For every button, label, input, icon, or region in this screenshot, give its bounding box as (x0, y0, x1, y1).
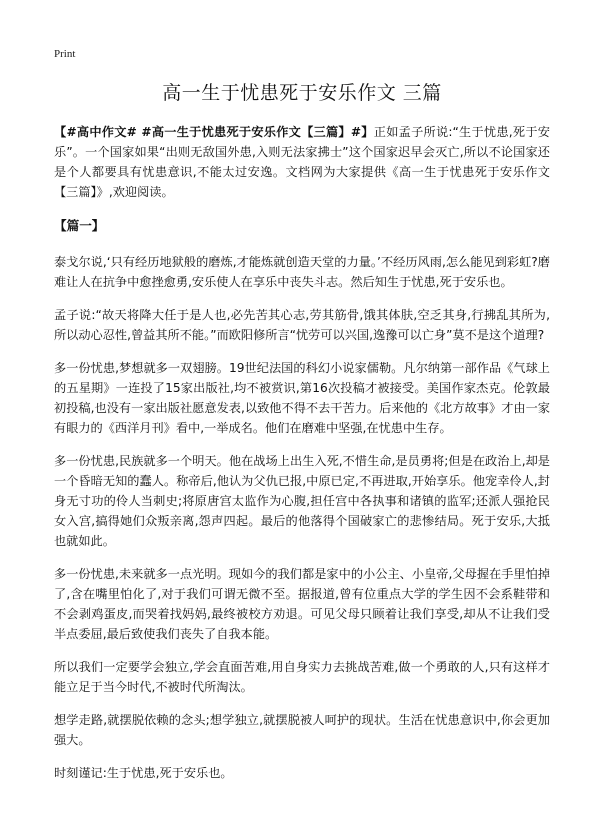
page-title: 高一生于忧患死于安乐作文 三篇 (162, 82, 442, 104)
intro-paragraph (54, 122, 550, 202)
paragraph-2: 孟子说:“故天将降大任于是人也,必先苦其心志,劳其筋骨,饿其体肤,空乏其身,行拂乱其所为,所以动心忍性,曾益其所不能。”而欧阳修所言“忧劳可以兴国,逸豫可以亡身”莫不是这个道理? (54, 308, 550, 342)
paragraph-5: 多一份忧患,未来就多一点光明。现如今的我们都是家中的小公主、小皇帝,父母握在手里怕掉了,含在嘴里怕化了,对于我们可谓无微不至。据报道,曾有位重点大学的学生因不会系鞋带和不会剥鸡蛋皮,而哭着找妈妈,最终被校方劝退。可见父母只顾着让我们享受,却从不让我们受半点委屈,最后致使我们丧失了自我本能。 (54, 567, 550, 641)
paragraph-6: 所以我们一定要学会独立,学会直面苦难,用自身实力去挑战苦难,做一个勇敢的人,只有这样才能立足于当今时代,不被时代所淘汰。 (54, 660, 550, 694)
paragraph-3: 多一份忧患,梦想就多一双翅膀。19世纪法国的科幻小说家儒勒。凡尔纳第一部作品《气球上的五星期》一连投了15家出版社,均不被赏识,第16次投稿才被接受。美国作家杰克。伦敦最初投稿,也没有一家出版社愿意发表,以致他不得不去干苦力。后来他的《北方故事》才由一家有眼力的《西洋月刊》看中,一举成名。他们在磨难中坚强,在忧患中生存。 (54, 361, 550, 435)
intro-text: 正如孟子所说:“生于忧患,死于安乐”。一个国家如果“出则无敌国外患,入则无法家拂士”这个国家迟早会灭亡,所以不论国家还是个人都要具有忧患意识,不能太过安逸。文档网为大家提供《高一生于忧患死于安乐作文【三篇】》,欢迎阅读。 (54, 125, 550, 199)
intro-tags: 【#高中作文# #高一生于忧患死于安乐作文【三篇】#】 (54, 125, 374, 139)
paragraph-1: 泰戈尔说,‘只有经历地狱般的磨炼,才能炼就创造天堂的力量。’不经历风雨,怎么能见到彩虹?磨难让人在抗争中愈挫愈勇,安乐使人在享乐中丧失斗志。然后知生于忧患,死于安乐也。 (54, 255, 550, 289)
paragraph-7: 想学走路,就摆脱依赖的念头;想学独立,就摆脱被人呵护的现状。生活在忧患意识中,你会更加强大。 (54, 713, 550, 747)
section-heading: 【篇一】 (54, 218, 105, 233)
paragraph-8: 时刻谨记:生于忧患,死于安乐也。 (54, 766, 233, 780)
document-body (54, 78, 550, 796)
print-link[interactable]: Print (54, 48, 76, 60)
paragraph-4: 多一份忧患,民族就多一个明天。他在战场上出生入死,不惜生命,是员勇将;但是在政治上,却是一个昏暗无知的蠢人。称帝后,他认为父仇已报,中原已定,不再进取,开始享乐。他宠幸伶人,封身无寸功的伶人当刺史;将原唐宫太监作为心腹,担任宫中各执事和诸镇的监军;还派人强抢民女入宫,搞得她们众叛亲离,怨声四起。最后的他落得个国破家亡的悲惨结局。死于安乐,大抵也就如此。 (54, 454, 550, 548)
